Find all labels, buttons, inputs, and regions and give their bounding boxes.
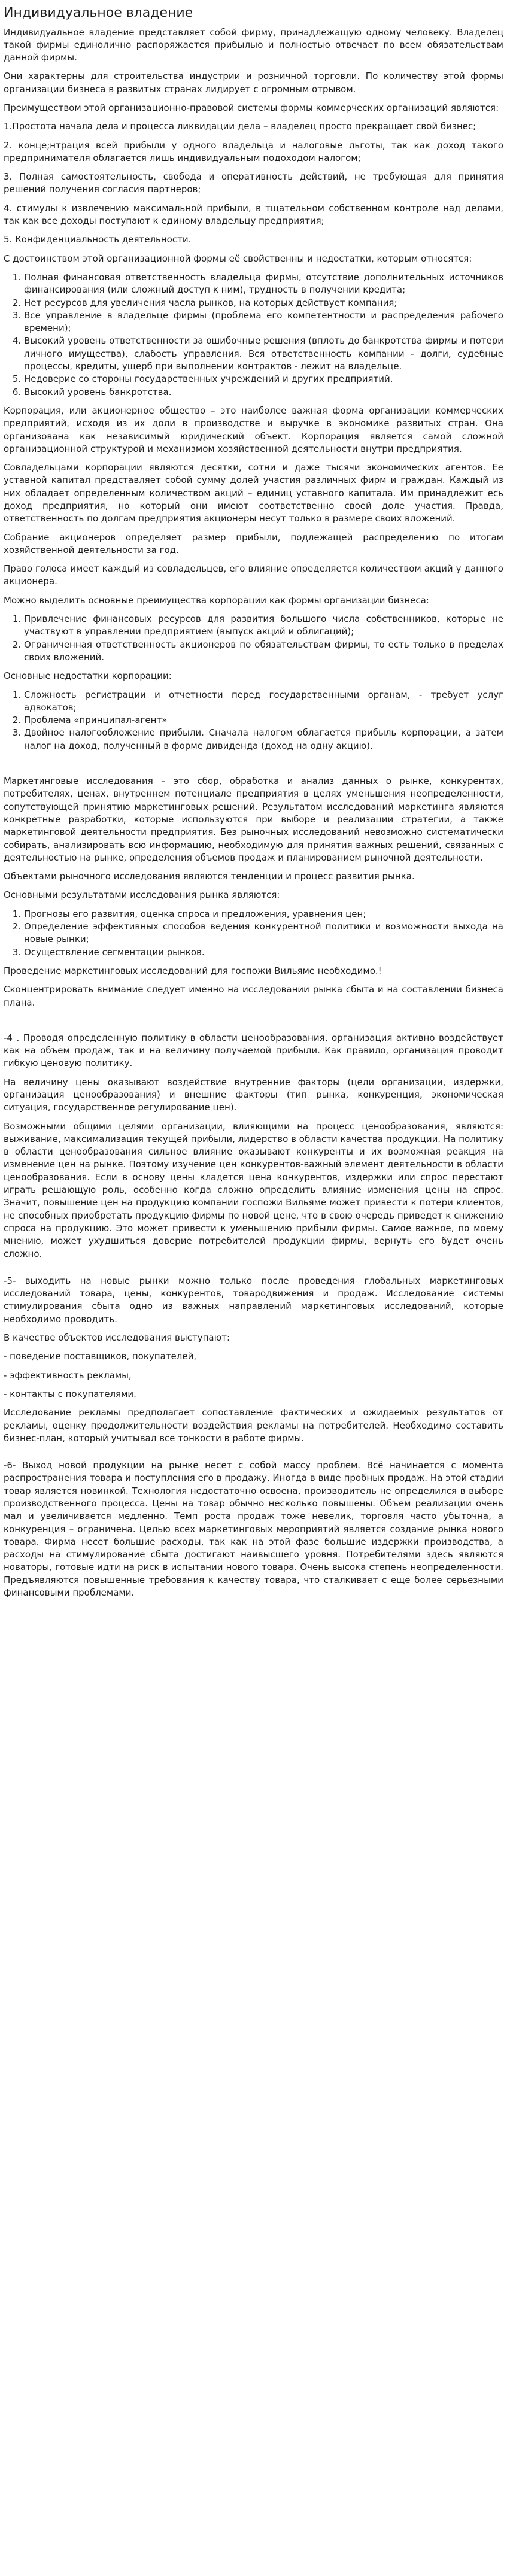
paragraph: 4. стимулы к извлечению максимальной прибыли, в тщательном собственном контроле над делами, так как все доходы поступают к единому владельцу предприятия; bbox=[4, 202, 503, 227]
paragraph-section-5: -5- выходить на новые рынки можно только после проведения глобальных маркетинговых исследований товара, цены, конкурентов, товародвижения и продаж. Исследование системы стимулирования сбыта одно из важных направлений маркетинговых исследований, которые необходимо проводить. bbox=[4, 1275, 503, 1325]
paragraph: Сконцентрировать внимание следует именно на исследовании рынка сбыта и на составлении бизнеса плана. bbox=[4, 984, 503, 1008]
list-item: 1. Прогнозы его развития, оценка спроса и предложения, уравнения цен; bbox=[24, 908, 503, 921]
paragraph: Собрание акционеров определяет размер прибыли, подлежащей распределению по итогам хозяйственной деятельности за год. bbox=[4, 531, 503, 555]
paragraph: 3. Полная самостоятельность, свобода и оперативность действий, не требующая для принятия решений получения согласия партнеров; bbox=[4, 171, 503, 195]
list-item: 4. Высокий уровень ответственности за ошибочные решения (вплоть до банкротства фирмы и потери личного имущества), слабость управления. Вся ответственность компании - долги, судебные процессы, кредиты, ущерб при выполнении контрактов - лежит на владельце. bbox=[24, 335, 503, 373]
paragraph: Проведение маркетинговых исследований для госпожи Вильяме необходимо.! bbox=[4, 965, 382, 976]
disadvantages-list bbox=[4, 271, 503, 399]
paragraph: Возможными общими целями организации, влияющими на процесс ценообразования, являются: выживание, максимализация текущей прибыли, лидерство в области качества продукции. На политику в области ценообразования сильное влияние оказывают конкуренты и их возможная реакция на изменение цен на рынке. Поэтому изучение цен конкурентов-важный элемент деятельности в области ценообразования. Если в основу цены кладется цена конкурентов, издержки или спрос перестают играть решающую роль, особенно когда сложно определить влияние изменения цены на спрос. Значит, повышение цен на продукцию компании госпожи Вильяме может привести к потери клиентов, не способных приобретать продукцию фирмы по новой цене, что в свою очередь приведет к снижению спроса на продукцию. Это может привести к уменьшению прибыли фирмы. Самое важное, по моему мнению, может ухудшиться доверие потребителей продукции фирмы, вернуть его будет очень сложно. bbox=[4, 1120, 503, 1259]
list-item: 3. Все управление в владельце фирмы (проблема его компетентности и распределения рабочего времени); bbox=[24, 309, 503, 335]
list-item: 1. Сложность регистрации и отчетности перед государственными органам, - требует услуг адвокатов; bbox=[24, 689, 503, 715]
paragraph: Они характерны для строительства индустрии и розничной торговли. По количеству этой формы организации бизнеса в развитых странах лидирует с огромным отрывом. bbox=[4, 71, 503, 95]
corporation-advantages-list bbox=[4, 613, 503, 664]
paragraph: С достоинством этой организационной формы её свойственны и недостатки, которым относятся: bbox=[4, 253, 472, 264]
paragraph: - контакты с покупателями. bbox=[4, 1388, 136, 1399]
list-item: 2. Проблема «принципал-агент» bbox=[24, 714, 503, 727]
list-item: 3. Двойное налогообложение прибыли. Сначала налогом облагается прибыль корпорации, а затем налог на доход, полученный в форме дивиденда (доход на одну акцию). bbox=[24, 727, 503, 752]
paragraph-section-6: -6- Выход новой продукции на рынке несет с собой массу проблем. Всё начинается с момента распространения товара и поступления его в продажу. Иногда в виде пробных продаж. На этой стадии товар является новинкой. Технология недостаточно освоена, производитель не определился в выборе производственного процесса. Цены на товар обычно несколько повышены. Объем реализации очень мал и увеличивается медленно. Темп роста продаж тоже невелик, торговля часто убыточна, а конкуренция – ограничена. Целью всех маркетинговых мероприятий является создание рынка нового товара. Фирма несет большие расходы, так как на этой фазе большие издержки производства, а расходы на стимулирование сбыта достигают наивысшего уровня. Потребителями здесь являются новаторы, готовые идти на риск в испытании нового товара. Очень высока степень неопределенности. Предъявляются повышенные требования к качеству товара, что сталкивает с еще более серьезными финансовыми проблемами. bbox=[4, 1460, 503, 1599]
paragraph: 5. Конфиденциальность деятельности. bbox=[4, 234, 192, 245]
paragraph-intro: Индивидуальное владение представляет собой фирму, принадлежащую одному человеку. Владелец такой фирмы единолично распоряжается прибылью и полностью отвечает по всем обязательствам данной фирмы. bbox=[4, 26, 503, 63]
paragraph: На величину цены оказывают воздействие внутренние факторы (цели организации, издержки, организация ценообразования) и внешние факторы (тип рынка, конкуренция, экономическая ситуация, государственное регулирование цен). bbox=[4, 1076, 503, 1113]
document-title: Индивидуальное владение bbox=[4, 5, 193, 20]
list-item: 1. Привлечение финансовых ресурсов для развития большого числа собственников, которые не участвуют в управлении предприятием (выпуск акций и облигаций); bbox=[24, 613, 503, 639]
paragraph: В качестве объектов исследования выступают: bbox=[4, 1332, 230, 1344]
list-item: 2. Нет ресурсов для увеличения часла рынков, на которых действует компания; bbox=[24, 297, 503, 309]
paragraph: - эффективность рекламы, bbox=[4, 1369, 132, 1381]
paragraph: Основные недостатки корпорации: bbox=[4, 670, 172, 682]
research-results-list bbox=[4, 908, 503, 959]
paragraph: Объектами рыночного исследования являются тенденции и процесс развития рынка. bbox=[4, 871, 415, 882]
list-item: 2. Ограниченная ответственность акционеров по обязательствам фирмы, то есть только в пределах своих вложений. bbox=[24, 639, 503, 664]
paragraph: Можно выделить основные преимущества корпорации как формы организации бизнеса: bbox=[4, 594, 429, 606]
paragraph: 1.Простота начала дела и процесса ликвидации дела – владелец просто прекращает свой бизнес; bbox=[4, 121, 476, 132]
paragraph: Основными результатами исследования рынка являются: bbox=[4, 889, 280, 901]
paragraph: - поведение поставщиков, покупателей, bbox=[4, 1351, 197, 1362]
list-item: 1. Полная финансовая ответственность владельца фирмы, отсутствие дополнительных источников финансирования (или сложный доступ к ним), трудность в получении кредита; bbox=[24, 271, 503, 297]
paragraph: 2. конце;нтрация всей прибыли у одного владельца и налоговые льготы, так как доход такого предпринимателя облагается лишь индивидуальным подоходом налогом; bbox=[4, 139, 503, 163]
list-item: 6. Высокий уровень банкротства. bbox=[24, 386, 503, 399]
paragraph: Преимуществом этой организационно-правовой системы формы коммерческих организаций являются: bbox=[4, 102, 499, 113]
list-item: 5. Недоверие со стороны государственных учреждений и других предприятий. bbox=[24, 373, 503, 385]
paragraph: Корпорация, или акционерное общество – это наиболее важная форма организации коммерческих предприятий, исходя из их доли в производстве и выручке в экономике развитых стран. Она организована как независимый юридический объект. Корпорация является самой сложной организационной структурой и механизмом хозяйственной деятельности внутри предприятия. bbox=[4, 405, 503, 454]
list-item: 3. Осуществление сегментации рынков. bbox=[24, 946, 503, 959]
paragraph: Исследование рекламы предполагает сопоставление фактических и ожидаемых результатов от рекламы, оценку продолжительности воздействия рекламы на потребителей. Необходимо составить бизнес-план, который учитывал все тонкости в работе фирмы. bbox=[4, 1407, 503, 1444]
paragraph-section-4: -4 . Проводя определенную политику в области ценообразования, организация активно воздействует как на объем продаж, так и на величину получаемой прибыли. Как правило, организация проводит гибкую ценовую политику. bbox=[4, 1032, 503, 1069]
paragraph: Право голоса имеет каждый из совладельцев, его влияние определяется количеством акций у данного акционера. bbox=[4, 563, 503, 587]
paragraph: Маркетинговые исследования – это сбор, обработка и анализ данных о рынке, конкурентах, потребителях, ценах, внутреннем потенциале предприятия в целях уменьшения неопределенности, сопутствующей принятию маркетинговых решений. Результатом исследований маркетинга являются конкретные разработки, которые используются при выборе и реализации стратегии, а также маркетинговой деятельности предприятия. Без рыночных исследований невозможно систематически собирать, анализировать всю информацию, необходимую для принятия важных решений, связанных с деятельностью на рынке, определения объемов продаж и планированием рыночной деятельности. bbox=[4, 776, 503, 863]
paragraph: Совладельцами корпорации являются десятки, сотни и даже тысячи экономических агентов. Ее уставной капитал представляет собой сумму долей участия различных фирм и граждан. Каждый из них обладает определенным количеством акций – единиц уставного капитала. Им принадлежит есь доход предприятия, но который они имеют соответственно своей доле участия. Правда, ответственность по долгам предприятия акционеры несут только в размере своих вложений. bbox=[4, 462, 503, 524]
corporation-disadvantages-list bbox=[4, 689, 503, 752]
list-item: 2. Определение эффективных способов ведения конкурентной политики и возможности выхода на новые рынки; bbox=[24, 921, 503, 946]
